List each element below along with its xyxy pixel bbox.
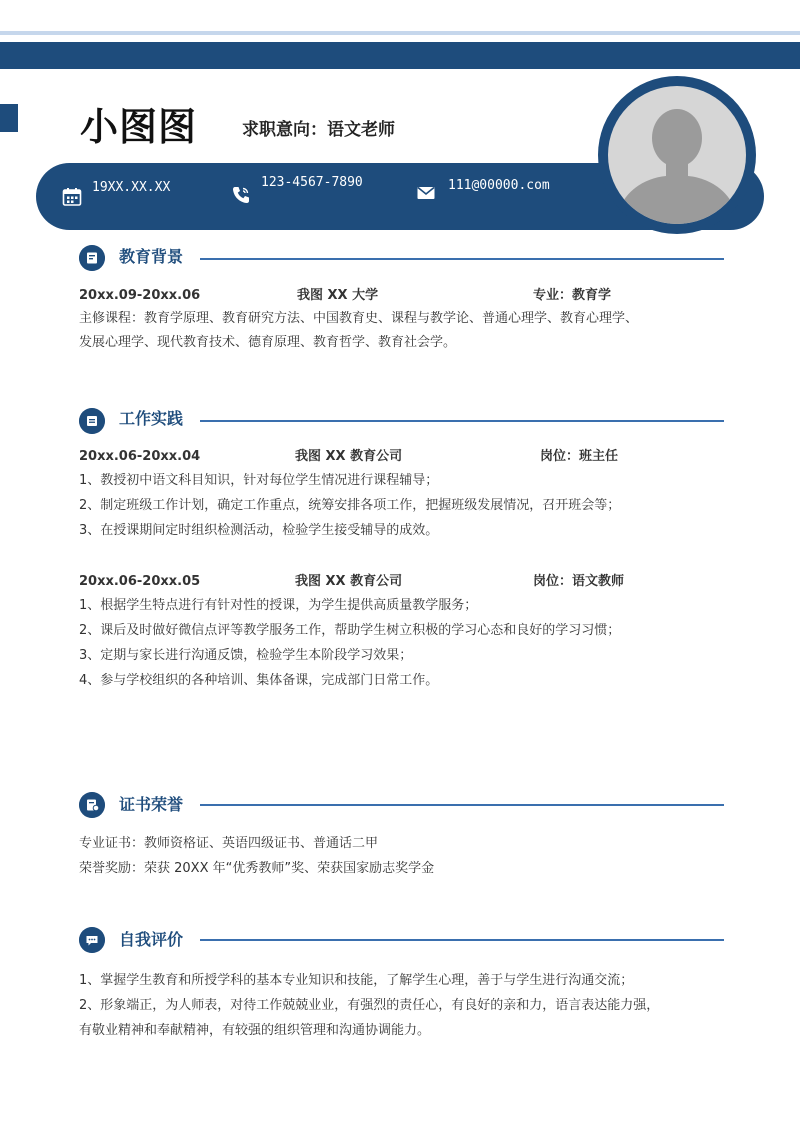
education-school: 我图 XX 大学 xyxy=(297,288,379,303)
job2-duty: 4、参与学校组织的各种培训、集体备课，完成部门日常工作。 xyxy=(79,673,439,688)
avatar xyxy=(608,86,746,224)
education-courses-line2: 发展心理学、现代教育技术、德育原理、教育哲学、教育社会学。 xyxy=(79,335,457,350)
self-eval-section-icon xyxy=(79,927,105,953)
job2-company: 我图 XX 教育公司 xyxy=(295,574,403,589)
certificates-divider xyxy=(200,804,724,806)
job1-duty: 1、教授初中语文科目知识，针对每位学生情况进行课程辅导； xyxy=(79,473,439,488)
certificates-professional: 专业证书：教师资格证、英语四级证书、普通话二甲 xyxy=(79,836,379,851)
job2-position: 岗位：语文教师 xyxy=(533,574,625,589)
self-eval-line2: 2、形象端正，为人师表，对待工作兢兢业业，有强烈的责任心，有良好的亲和力，语言表达能力强， xyxy=(79,998,660,1013)
certificate-section-icon xyxy=(79,792,105,818)
job2-duty: 3、定期与家长进行沟通反馈，检验学生本阶段学习效果； xyxy=(79,648,413,663)
candidate-name: 小图图 xyxy=(80,105,198,149)
education-period: 20xx.09-20xx.06 xyxy=(79,288,201,303)
self-eval-line1: 1、掌握学生教育和所授学科的基本专业知识和技能，了解学生心理，善于与学生进行沟通交流； xyxy=(79,973,634,988)
education-section-icon xyxy=(79,245,105,271)
calendar-icon xyxy=(62,187,82,207)
job2-duty: 1、根据学生特点进行有针对性的授课，为学生提供高质量教学服务； xyxy=(79,598,478,613)
education-divider xyxy=(200,258,724,260)
phone-number: 123-4567-7890 xyxy=(261,175,363,190)
certificates-title: 证书荣誉 xyxy=(119,795,184,814)
work-section-icon xyxy=(79,408,105,434)
job1-duty: 3、在授课期间定时组织检测活动，检验学生接受辅导的成效。 xyxy=(79,523,439,538)
work-divider xyxy=(200,420,724,422)
job2-period: 20xx.06-20xx.05 xyxy=(79,574,201,589)
phone-icon xyxy=(231,185,251,205)
birth-date: 19XX.XX.XX xyxy=(92,180,171,195)
job-intent: 求职意向：语文老师 xyxy=(242,120,395,140)
email-address: 111@00000.com xyxy=(448,178,550,193)
self-eval-title: 自我评价 xyxy=(119,930,184,949)
job1-position: 岗位：班主任 xyxy=(540,449,619,464)
mail-icon xyxy=(416,183,436,203)
job2-duty: 2、课后及时做好微信点评等教学服务工作，帮助学生树立积极的学习心态和良好的学习习惯； xyxy=(79,623,621,638)
self-eval-line3: 有敬业精神和奉献精神，有较强的组织管理和沟通协调能力。 xyxy=(79,1023,431,1038)
top-header-bar xyxy=(0,42,800,69)
education-courses-line1: 主修课程：教育学原理、教育研究方法、中国教育史、课程与教学论、普通心理学、教育心理学、 xyxy=(79,311,639,326)
top-thin-stripe xyxy=(0,31,800,35)
job1-company: 我图 XX 教育公司 xyxy=(295,449,403,464)
work-title: 工作实践 xyxy=(119,409,184,428)
left-accent-block xyxy=(0,104,18,132)
job1-period: 20xx.06-20xx.04 xyxy=(79,449,201,464)
certificates-honors: 荣誉奖励：荣获 20XX 年“优秀教师”奖、荣获国家励志奖学金 xyxy=(79,861,435,876)
education-title: 教育背景 xyxy=(119,247,184,266)
job1-duty: 2、制定班级工作计划，确定工作重点，统筹安排各项工作，把握班级发展情况，召开班会等； xyxy=(79,498,621,513)
education-major: 专业：教育学 xyxy=(533,288,612,303)
self-eval-divider xyxy=(200,939,724,941)
avatar-silhouette-icon xyxy=(608,86,746,224)
